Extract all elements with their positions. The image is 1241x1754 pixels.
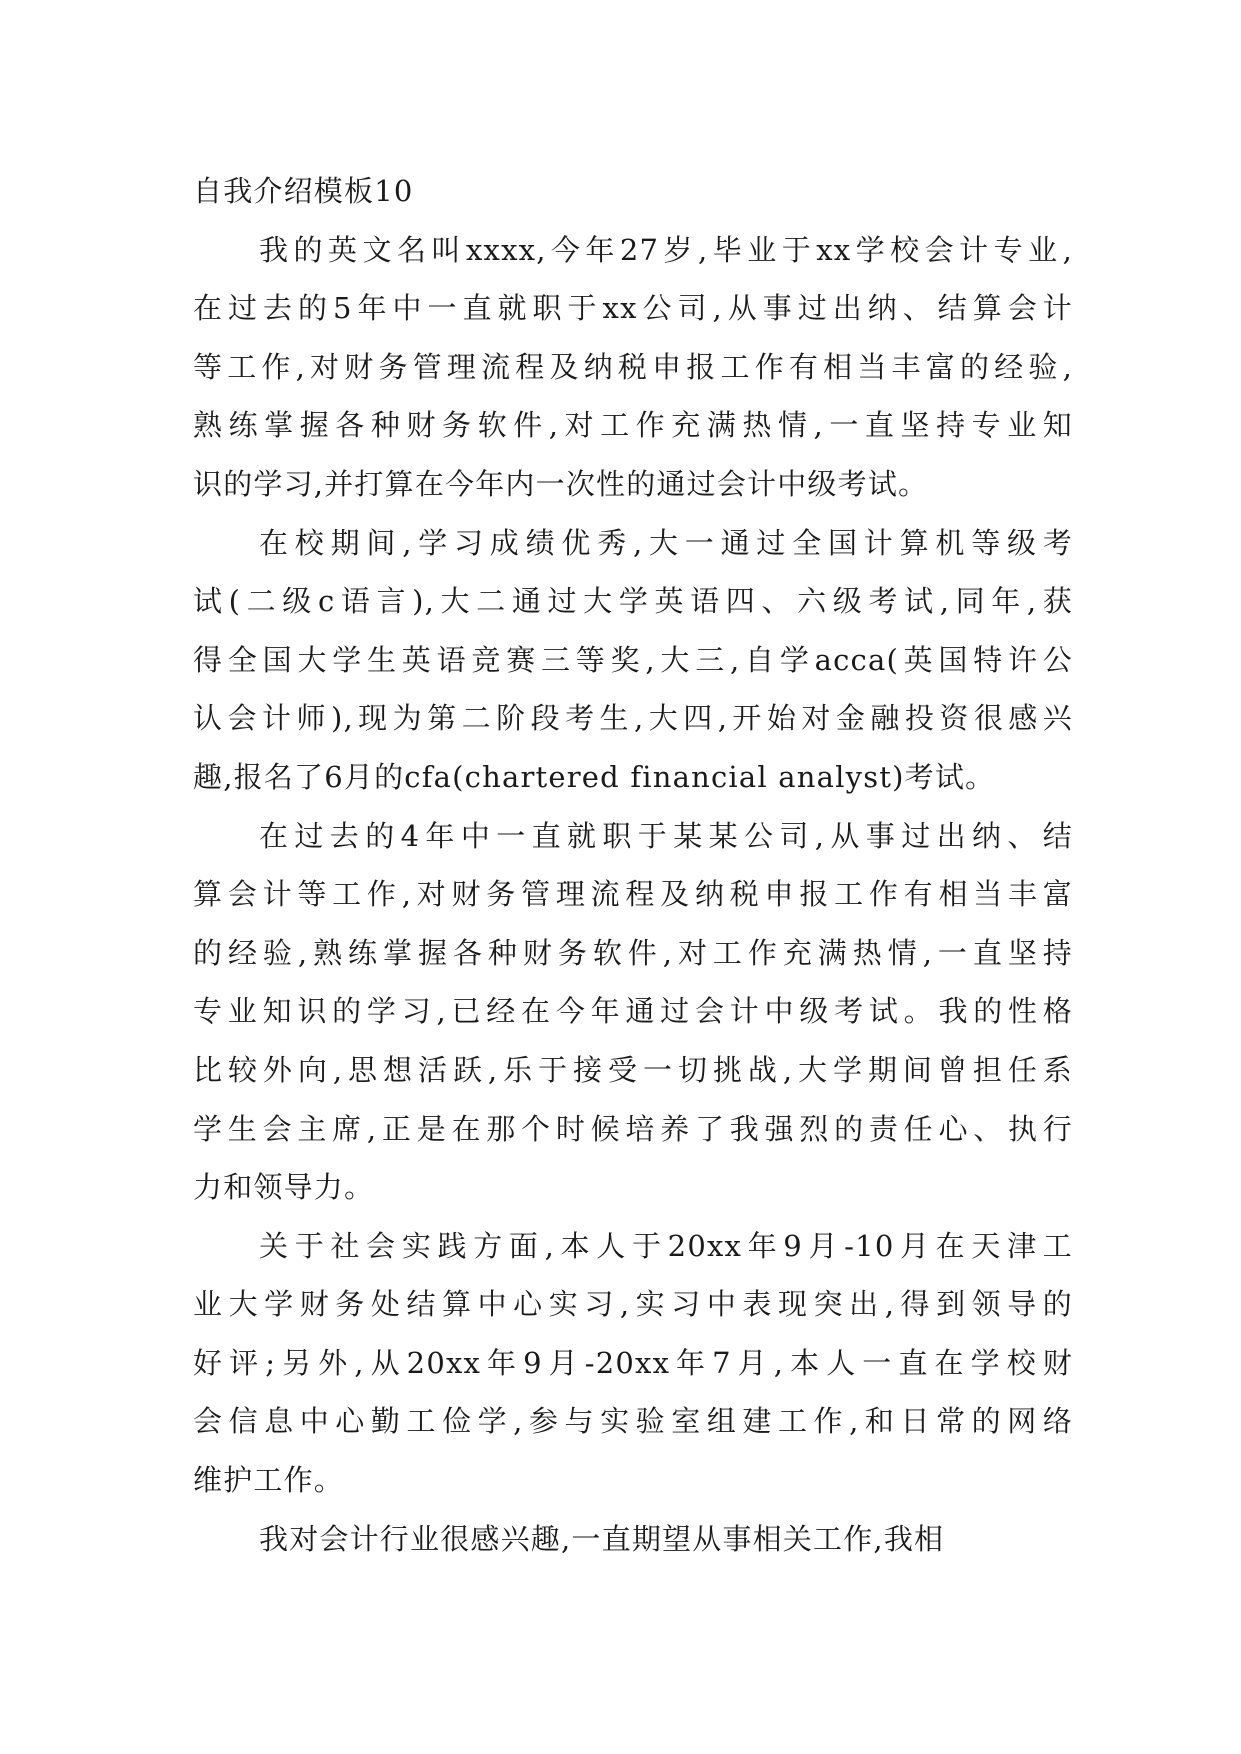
text-line: 维护工作。: [193, 1463, 345, 1498]
text-line: 我的英文名叫xxxx,今年27岁,毕业于xx学校会计专业,: [259, 232, 1073, 267]
text-line: 比较外向,思想活跃,乐于接受一切挑战,大学期间曾担任系: [193, 1052, 1073, 1087]
text-line: 业大学财务处结算中心实习,实习中表现突出,得到领导的: [193, 1287, 1073, 1322]
text-line: 的经验,熟练掌握各种财务软件,对工作充满热情,一直坚持: [193, 935, 1073, 970]
document-title: 自我介绍模板10: [193, 174, 414, 208]
text-line: 趣,报名了6月的cfa(chartered financial analyst)考试。: [193, 759, 996, 794]
document-body: [193, 162, 1073, 1568]
text-line: 会信息中心勤工俭学,参与实验室组建工作,和日常的网络: [193, 1404, 1073, 1439]
text-line: 力和领导力。: [193, 1170, 375, 1205]
text-line: 专业知识的学习,已经在今年通过会计中级考试。我的性格: [193, 994, 1073, 1029]
paragraph: [193, 514, 1073, 807]
text-line: 熟练掌握各种财务软件,对工作充满热情,一直坚持专业知: [193, 408, 1073, 443]
text-line: 等工作,对财务管理流程及纳税申报工作有相当丰富的经验,: [193, 349, 1073, 384]
paragraph: [193, 1217, 1073, 1510]
text-line: 我对会计行业很感兴趣,一直期望从事相关工作,我相: [259, 1521, 945, 1556]
text-line: 关于社会实践方面,本人于20xx年9月-10月在天津工: [259, 1228, 1073, 1263]
text-line: 认会计师),现为第二阶段考生,大四,开始对金融投资很感兴: [193, 701, 1073, 736]
text-line: 在过去的5年中一直就职于xx公司,从事过出纳、结算会计: [193, 291, 1073, 326]
text-line: 学生会主席,正是在那个时候培养了我强烈的责任心、执行: [193, 1111, 1073, 1146]
text-line: 在校期间,学习成绩优秀,大一通过全国计算机等级考: [259, 525, 1073, 560]
text-line: 试(二级c语言),大二通过大学英语四、六级考试,同年,获: [193, 584, 1073, 619]
text-line: 识的学习,并打算在今年内一次性的通过会计中级考试。: [193, 466, 929, 501]
paragraph-list: [193, 221, 1073, 1569]
text-line: 在过去的4年中一直就职于某某公司,从事过出纳、结: [259, 818, 1073, 853]
paragraph: [193, 1510, 1073, 1569]
text-line: 好评;另外,从20xx年9月-20xx年7月,本人一直在学校财: [193, 1345, 1073, 1380]
text-line: 算会计等工作,对财务管理流程及纳税申报工作有相当丰富: [193, 877, 1073, 912]
paragraph: [193, 221, 1073, 514]
paragraph: [193, 807, 1073, 1217]
text-line: 得全国大学生英语竞赛三等奖,大三,自学acca(英国特许公: [193, 642, 1073, 677]
